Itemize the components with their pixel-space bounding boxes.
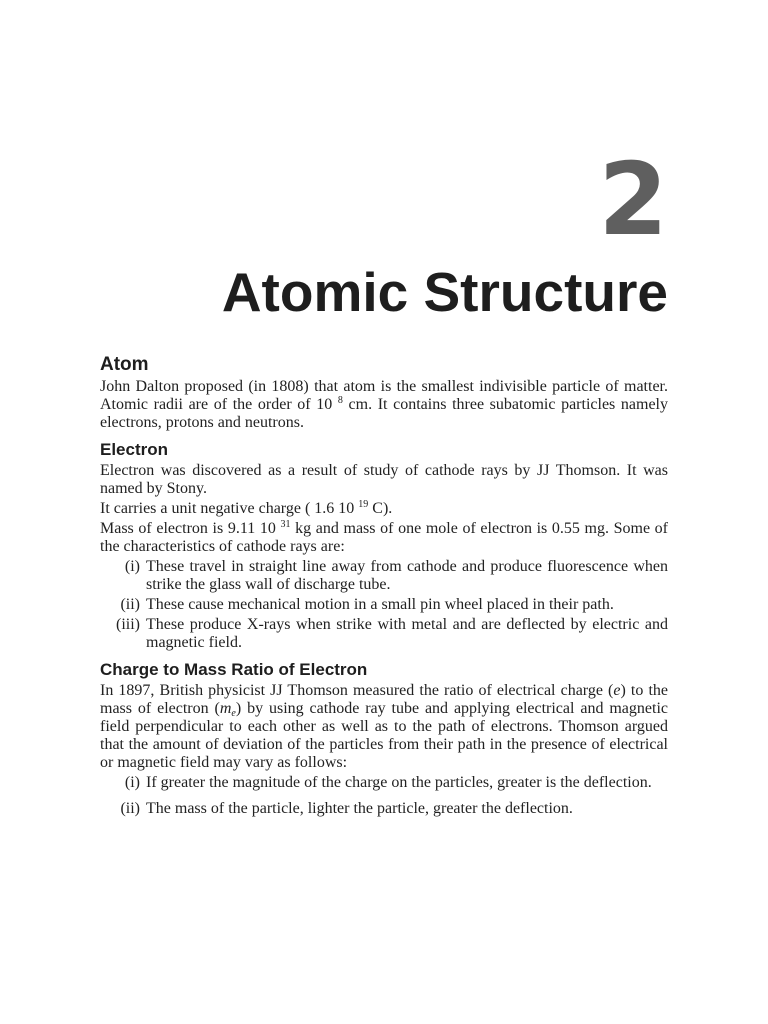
list-item-text: These cause mechanical motion in a small pin wheel placed in their path. <box>146 596 614 613</box>
mass-text-a: Mass of electron is 9.11 10 <box>100 520 276 537</box>
list-item-text: The mass of the particle, lighter the particle, greater the deflection. <box>146 800 573 817</box>
charge-text-b: C). <box>368 500 393 517</box>
list-item <box>100 774 668 792</box>
cathode-ray-list <box>100 558 668 652</box>
chapter-title: Atomic Structure <box>221 261 668 323</box>
atom-paragraph <box>100 378 668 432</box>
atom-text-b: cm. It contains three subatomic particles namely electrons, protons and neutrons. <box>100 396 669 431</box>
atom-text-a: John Dalton proposed (in 1808) that atom is the smallest indivisible particle of matter. Atomic radii are of the order of 10 <box>100 378 668 413</box>
mass-symbol: m <box>219 700 232 717</box>
mass-text-b: kg and mass of one mole of electron is 0.55 mg. Some of the characteristics of cathode rays are: <box>100 520 669 555</box>
list-item <box>100 558 668 594</box>
list-item-text: If greater the magnitude of the charge on the particles, greater is the deflection. <box>146 774 652 791</box>
list-item-text: These produce X-rays when strike with metal and are deflected by electric and magnetic field. <box>146 616 668 651</box>
section-heading-atom: Atom <box>100 354 149 375</box>
cm-text-c: ) by using cathode ray tube and applying electrical and magnetic field perpendicular to each other as well as to the path of electrons. Thomson argued that the amount of deviation of the particles from their path in the presence of electrical or magnetic field may vary as follows: <box>100 700 668 771</box>
charge-text-a: It carries a unit negative charge ( 1.6 10 <box>100 500 355 517</box>
page-content <box>100 352 668 820</box>
electron-paragraph-1: Electron was discovered as a result of study of cathode rays by JJ Thomson. It was named by Stony. <box>100 462 668 497</box>
chapter-number: 2 <box>598 141 668 258</box>
charge-exponent: 19 <box>358 499 369 510</box>
list-item <box>100 800 668 818</box>
electron-paragraph-2 <box>100 500 668 518</box>
atom-exponent: 8 <box>337 395 343 406</box>
list-item-number: (i) <box>124 774 140 791</box>
charge-mass-paragraph <box>100 682 668 772</box>
electron-paragraph-3 <box>100 520 668 556</box>
list-item-number: (ii) <box>120 800 140 817</box>
list-item <box>100 616 668 652</box>
section-heading-electron: Electron <box>100 440 169 459</box>
list-item-text: These travel in straight line away from cathode and produce fluorescence when strike the glass wall of discharge tube. <box>146 558 668 593</box>
mass-symbol-subscript: e <box>231 708 236 719</box>
mass-exponent: 31 <box>280 519 291 530</box>
list-item-number: (iii) <box>116 616 140 633</box>
cm-text-b: ) to the mass of electron ( <box>100 682 668 717</box>
cm-text-a: In 1897, British physicist JJ Thomson measured the ratio of electrical charge ( <box>100 682 614 699</box>
list-item <box>100 596 668 614</box>
charge-symbol: e <box>613 682 621 699</box>
deflection-list <box>100 774 668 818</box>
section-heading-charge-mass: Charge to Mass Ratio of Electron <box>100 660 368 679</box>
list-item-number: (ii) <box>120 596 140 613</box>
list-item-number: (i) <box>124 558 140 575</box>
